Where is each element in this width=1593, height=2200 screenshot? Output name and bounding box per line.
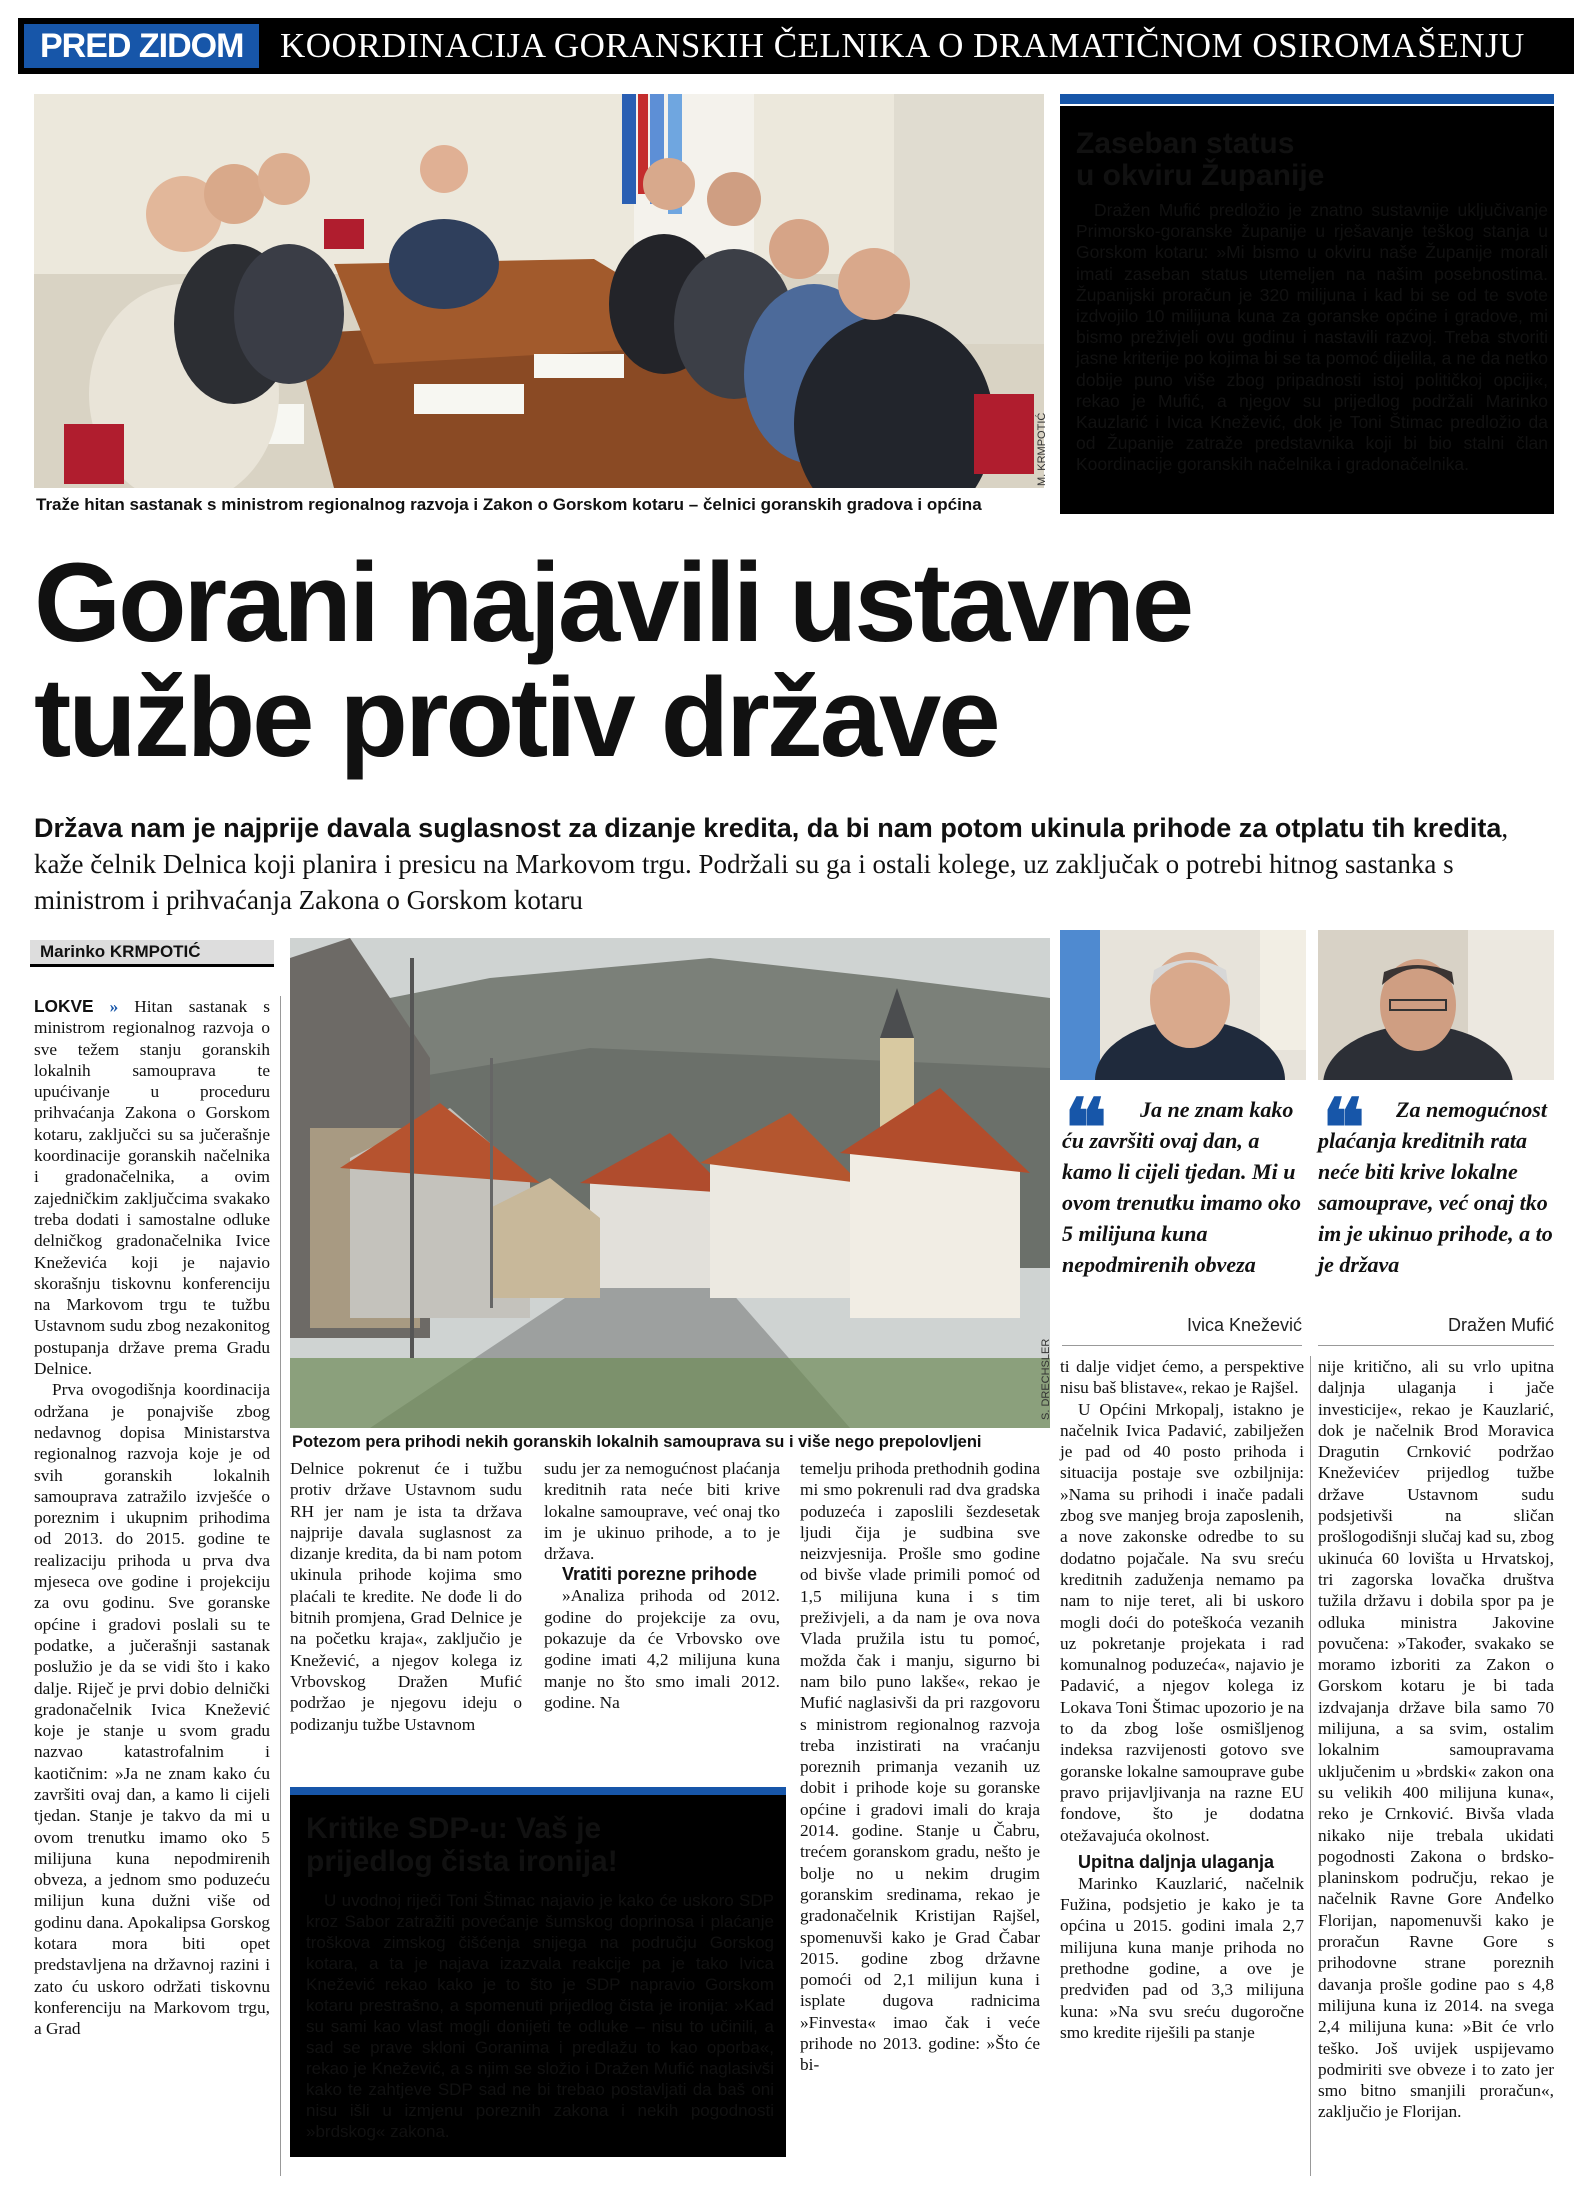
sidebar-title bbox=[1076, 128, 1546, 192]
col5-para1: ti dalje vidjet ćemo, a perspektive nisu baš blistave«, rekao je Rajšel. bbox=[1060, 1357, 1304, 1398]
village-photo-caption: Potezom pera prihodi nekih goranskih lokalnih samouprava su i više nego prepolovljeni bbox=[292, 1433, 982, 1451]
col1-text1: Hitan sastanak s ministrom regionalnog razvoja o sve težem stanju goranskih lokalnih samouprava te upućivanje u proceduru prihvaćanja Zakona o Gorskom kotaru, zaključci su sa jučerašnje koordinacije goranskih načelnika i gradonačelnika, a ovim zajedničkim zaključcima svakako treba dodati i samostalne odluke delničkog gradonačelnika Ivice Kneževića koji je najavio skorašnju tiskovnu konferenciju na Markovom trgu te tužbu Ustavnom sudu zbog nezakonitog postupanja države prema Gradu Delnice. bbox=[34, 997, 270, 1379]
col5-subhead: Upitna daljnja ulaganja bbox=[1078, 1851, 1275, 1872]
dateline-arrow-icon: » bbox=[109, 997, 119, 1016]
portrait-mufic bbox=[1318, 930, 1554, 1080]
kritike-body: U uvodnoj riječi Toni Štimac najavio je kako će uskoro SDP kroz Sabor zatražiti povećanje šumskog doprinosa i plaćanje troškova zimskog čišćenja snijega na području Gorskog kotara, a ta je najava izazvala reakcije pa je tako Ivica Knežević rekao kako je to što je SDP napravio Gorskom kotaru prestrašno, a spomenuti prijedlog čista je ironija: »Kad su sami kao vlast mogli donijeti te odluke – nisu to učinili, a sad se prave skloni Goranima i predlažu to kao oporba«, rekao je Knežević, a s njim se složio i Dražen Mufić naglasivši kako te zahtjeve SDP sad ne bi trebao postavljati da baš oni nisu išli u izmjenu poreznih zakona i nekih pogodnosti »brdskog« zakona. bbox=[306, 1891, 774, 2141]
column-5 bbox=[1060, 1356, 1304, 2043]
headline bbox=[34, 540, 1564, 780]
kritike-title bbox=[306, 1812, 776, 1878]
section-tag: PRED ZIDOM bbox=[24, 24, 259, 68]
quote-author-2: Dražen Mufić bbox=[1447, 1315, 1554, 1335]
village-photo bbox=[290, 938, 1050, 1428]
lead-rest: , kaže čelnik Delnica koji planira i presicu na Markovom trgu. Podržali su ga i ostali kolege, uz zaključak o potrebi hitnog sastanka s ministrom i prihvaćanja Zakona o Gorskom kotaru bbox=[34, 813, 1509, 915]
column-1 bbox=[34, 996, 270, 2040]
col6-para1: nije kritično, ali su vrlo upitna daljnja ulaganja i jače investicije«, rekao je Kauzlarić, dok je načelnik Brod Moravica Dragutin Crnković podržao Kneževićev prijedlog tužbe državе Ustavnom sudu podsjetivši na sličan prošlogodišnji slučaj kad su, zbog ukinuća 60 lovišta u Hrvatskoj, tri zagorska lovačka društva tužila državu i dobila spor pa je odluka ministra Jakovine povučena: »Također, svakako se moramo izboriti za Zakon o Gorskom kotaru je bi tada izdvajanja države bila samo 70 milijuna, a sa svim, ostalim lokalnim samoupravama uključenim u »brdski« zakon ona su velikih 400 milijuna kuna«, reko je Crnković. Bivša vlada nikako nije trebala ukidati pogodnosti Zakona o brdsko-planinskom području, rekao je načelnik Ravne Gore Anđelko Florijan, napomenuvši kako je proračun Ravne Gore s prihodovne strane poreznih davanja prošle godine pao s 4,8 milijuna kuna iz 2014. na svega 2,4 milijuna kuna: »Bit će vrlo teško. Još uvijek uspijevamo podmiriti sve obveze i to zato jer smo bitno smanjili proračun«, zaključio je Florijan. bbox=[1318, 1357, 1554, 2122]
headline-line2: tužbe protiv države bbox=[34, 655, 998, 780]
column-6 bbox=[1318, 1356, 1554, 2123]
quote-text-1: Ja ne znam kako ću završiti ovaj dan, a kamo li cijeli tjedan. Mi u ovom trenutku imamo oko 5 milijuna kuna nepodmirenih obveza bbox=[1062, 1097, 1301, 1277]
col4-para1: temelju prihoda prethodnih godina mi smo pokrenuli rad dva gradska poduzeća i zaposlili šezdesetak ljudi čija je sudbina sve neizvjesnija. Prošle smo godine od bivše vlade primili pomoć od 1,5 milijuna kuna i s tim preživjeli, a da nam je ova nova Vlada pružila istu tu pomoć, možda čak i manju, sigurno bi nam bilo puno lakše«, rekao je Mufić naglasivši da pri razgovoru s ministrom regionalnog razvoja treba inzistirati na vraćanju poreznih primanja vezanih uz dobit i prihode koje su goranske općine i gradovi imali do kraja 2014. godine. Stanje u Čabru, trećem goranskom gradu, nešto je bolje no u nekim drugim goranskim sredinama, rekao je gradonačelnik Kristijan Rajšel, spomenuvši kako je Grad Čabar 2015. godine zbog državne pomoći od 2,1 milijun kuna i isplate dugova radnicima »Finvesta« imao čak i veće prihode no 2013. godine: »Što će bi- bbox=[800, 1459, 1040, 2075]
sidebar-title-line2: u okviru Županije bbox=[1076, 159, 1325, 192]
village-photo-credit: S. DRECHSLER bbox=[1040, 1338, 1052, 1420]
quote-rule-1 bbox=[1062, 1345, 1302, 1346]
kicker-title: KOORDINACIJA GORANSKIH ČELNIKA O DRAMATIČNOM OSIROMAŠENJU bbox=[280, 26, 1525, 65]
col3-para2: »Analiza prihoda od 2012. godine do projekcije za ovu, pokazuje da će Vrbovsko ove godine imati 4,2 milijuna kuna manje no što smo imali 2012. godine. Na bbox=[544, 1586, 780, 1712]
headline-line1: Gorani najavili ustavne bbox=[34, 540, 1192, 665]
kritike-title-line2: prijedlog čista ironija! bbox=[306, 1845, 618, 1878]
quote-mark-1: ❝ bbox=[1064, 1086, 1108, 1174]
byline: Marinko KRMPOTIĆ bbox=[30, 940, 274, 967]
main-photo-credit: M. KRMPOTIĆ bbox=[1036, 412, 1048, 486]
kritike-accent-bar bbox=[290, 1787, 786, 1795]
quote-rule-2 bbox=[1318, 1345, 1554, 1346]
col1-para2: Prva ovogodišnja koordinacija održana je ponajviše zbog nedavnog dopisa Ministarstva regionalnog razvoja koje je od svih goranskih lokalnih samouprava zatražilo izvješće o poreznim i ukupnim prihodima od 2013. do 2015. godine te realizaciju prihoda u prva dva mjeseca ove godine i projekciju za ovu godinu. Sve goranske općine i gradovi poslali su te podatke, a jučerašnji sastanak poslužio je da se vidi što i kako dalje. Riječ je prvi dobio delnički gradonačelnik Ivica Knežević koje je stanje u svom gradu nazvao katastrofalnim i kaotičnim: »Ja ne znam kako ću završiti ovaj dan, a kamo li cijeli tjedan. Stanje je takvo da mi u ovom trenutku imamo oko 5 milijuna kuna nepodmirenih obveza, a jednom smo poduzeću milijun kuna dužni više od godinu dana. Apokalipsa Gorskog kotara mora biti opet predstavljena na državnoj razini i zato ću uskoro održati tiskovnu konferenciju na Markovom trgu, a Grad bbox=[34, 1380, 270, 2039]
sidebar-title-line1: Zaseban status bbox=[1076, 127, 1295, 160]
col5-para3: Marinko Kauzlarić, načelnik Fužina, podsjetio je kako je ta općina u 2015. godini imala 2,7 milijuna kuna manje prihoda no prethodne godine, a ove je predviđen pad od 3,3 milijuna kuna: »Na svu sreću dugoročne smo kredite riješili pa stanje bbox=[1060, 1873, 1304, 2042]
column-divider bbox=[1310, 1356, 1311, 2176]
quote-text-2: Za nemogućnost plaćanja kreditnih rata neće biti krive lokalne samouprave, već onaj tko im je ukinuo prihode, a to je država bbox=[1318, 1097, 1553, 1277]
quote-author-1: Ivica Knežević bbox=[1186, 1315, 1302, 1335]
column-2 bbox=[290, 1458, 522, 1735]
col1-para1 bbox=[34, 996, 270, 1379]
portrait-knezevic bbox=[1060, 930, 1306, 1080]
quote-mark-2: ❝ bbox=[1322, 1086, 1366, 1174]
main-photo-caption: Traže hitan sastanak s ministrom regionalnog razvoja i Zakon o Gorskom kotaru – čelnici goranskih gradova i općina bbox=[36, 495, 982, 514]
dateline: LOKVE bbox=[34, 996, 94, 1016]
sidebar-body: Dražen Mufić predložio je znatno sustavnije uključivanje Primorsko-goranske županije u rješavanje teškog stanja u Gorskom kotaru: »Mi bismo u okviru naše Županije morali imati zaseban status utemeljen na našim posebnostima. Županijski proračun je 320 milijuna i kad bi se od te svote izdvojilo 10 milijuna kuna za goranske općine i gradove, mi bismo preživjeli ovu godinu i nastavili razvoj. Treba stvoriti jasne kriterije po kojima bi se ta pomoć dijelila, a ne da netko dobije puno više zbog pripadnosti istoj političkoj opciji«, rekao je Mufić, a njegov su prijedlog podržali Marinko Kauzlarić i Ivica Knežević, dok je Toni Štimac predložio da od Županije zatraže predstavnika koji bi bio stalni član Koordinacije goranskih načelnika i gradonačelnika. bbox=[1076, 200, 1548, 475]
column-3 bbox=[544, 1458, 780, 1713]
col5-para2: U Općini Mrkopalj, istakno je načelnik Ivica Padavić, zabilježen je pad od 40 posto prihoda i situacija postaje sve ozbiljnija: »Nama su prihodi i inače padali zbog sve manjeg broja zaposlenih, a nove zakonske odredbe to su dodatno pojačale. Na svu sreću kreditnih zaduženja nemamo pa nam to nije teret, ali bi uskoro mogli doći do poteškoća vezanih uz pokretanje projekata i rad komunalnog poduzeća«, najavio je Padavić, a njegov kolega iz Lokava Toni Štimac upozorio je na to da zbog loše osmišljenog indeksa razvijenosti gotovo sve goranske lokalne samouprave gube pravo prijavljivanja na razne EU fondove, što je dodatna otežavajuća okolnost. bbox=[1060, 1399, 1304, 1845]
col3-subhead: Vratiti porezne prihode bbox=[562, 1564, 758, 1585]
col2-para1: Delnice pokrenut će i tužbu protiv države Ustavnom sudu RH jer nam je ista ta država najprije davala suglasnost za dizanje kredita, da bi nam potom ukinula prihode kojima smo plaćali te kredite. Ne dođe li do bitnih promjena, Grad Delnice je na početku kraja«, zaključio je Knežević, a njegov kolega iz Vrbovskog Dražen Mufić podržao je njegovu ideju o podizanju tužbe Ustavnom bbox=[290, 1459, 522, 1734]
kritike-title-line1: Kritike SDP-u: Vaš je bbox=[306, 1812, 602, 1845]
col3-para1: sudu jer za nemogućnost plaćanja kreditnih rata neće biti krive lokalne samouprave, već onaj tko im je ukinuo prihode, a to je država. bbox=[544, 1459, 780, 1564]
lead-bold: Država nam je najprije davala suglasnost za dizanje kredita, da bi nam potom ukinula prihode za otplatu tih kredita bbox=[34, 813, 1502, 843]
column-divider bbox=[280, 996, 281, 2176]
meeting-photo bbox=[34, 94, 1044, 488]
sidebar-accent-bar bbox=[1060, 94, 1554, 104]
column-4 bbox=[800, 1458, 1040, 2076]
lead-paragraph bbox=[34, 810, 1564, 918]
